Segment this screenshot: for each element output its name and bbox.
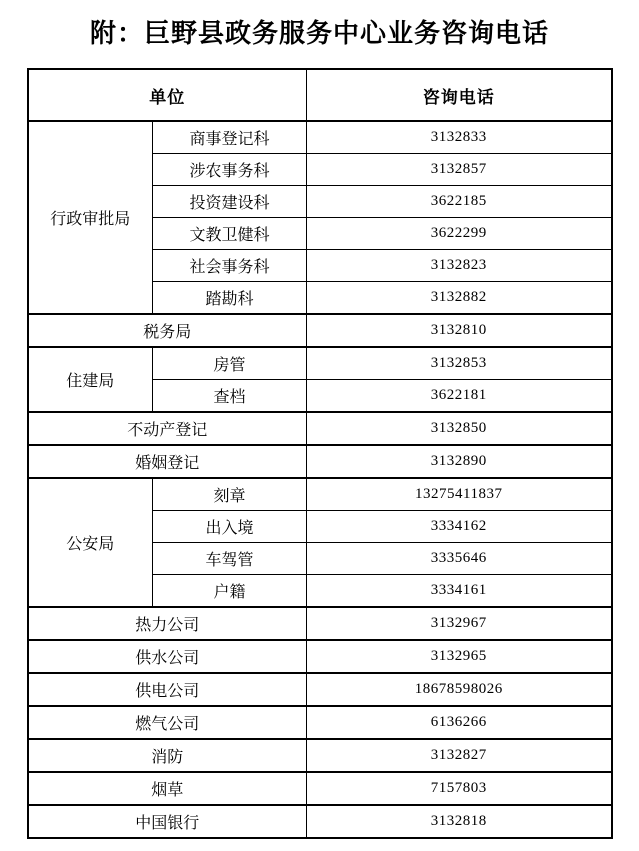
table-row xyxy=(28,347,612,380)
unit-cell: 不动产登记 xyxy=(28,412,307,445)
unit-cell: 税务局 xyxy=(28,314,307,347)
table-row xyxy=(28,640,612,673)
table-row xyxy=(28,445,612,478)
table-row xyxy=(28,673,612,706)
department-cell: 出入境 xyxy=(153,511,307,543)
table-header-row xyxy=(28,69,612,121)
unit-cell: 公安局 xyxy=(28,478,153,607)
phone-cell: 3622185 xyxy=(307,186,612,218)
unit-cell: 住建局 xyxy=(28,347,153,412)
phone-cell: 3132818 xyxy=(307,805,612,838)
department-cell: 房管 xyxy=(153,347,307,380)
unit-cell: 热力公司 xyxy=(28,607,307,640)
department-cell: 刻章 xyxy=(153,478,307,511)
department-cell: 商事登记科 xyxy=(153,121,307,154)
department-cell: 社会事务科 xyxy=(153,250,307,282)
phone-cell: 3132890 xyxy=(307,445,612,478)
phone-cell: 3132810 xyxy=(307,314,612,347)
phone-cell: 6136266 xyxy=(307,706,612,739)
table-row xyxy=(28,314,612,347)
phone-cell: 3132850 xyxy=(307,412,612,445)
phone-cell: 3334161 xyxy=(307,575,612,608)
department-cell: 涉农事务科 xyxy=(153,154,307,186)
phone-cell: 3132965 xyxy=(307,640,612,673)
column-header-phone: 咨询电话 xyxy=(307,69,612,121)
department-cell: 踏勘科 xyxy=(153,282,307,315)
phone-cell: 18678598026 xyxy=(307,673,612,706)
table-row xyxy=(28,478,612,511)
phone-cell: 3132857 xyxy=(307,154,612,186)
phone-cell: 13275411837 xyxy=(307,478,612,511)
unit-cell: 烟草 xyxy=(28,772,307,805)
unit-cell: 行政审批局 xyxy=(28,121,153,314)
table-row xyxy=(28,121,612,154)
department-cell: 车驾管 xyxy=(153,543,307,575)
phone-cell: 3334162 xyxy=(307,511,612,543)
phone-cell: 3132853 xyxy=(307,347,612,380)
phone-cell: 3132882 xyxy=(307,282,612,315)
phone-directory-table xyxy=(27,68,613,839)
unit-cell: 中国银行 xyxy=(28,805,307,838)
unit-cell: 供水公司 xyxy=(28,640,307,673)
unit-cell: 供电公司 xyxy=(28,673,307,706)
column-header-unit: 单位 xyxy=(28,69,307,121)
phone-cell: 3335646 xyxy=(307,543,612,575)
table-row xyxy=(28,772,612,805)
department-cell: 文教卫健科 xyxy=(153,218,307,250)
table-row xyxy=(28,805,612,838)
department-cell: 户籍 xyxy=(153,575,307,608)
phone-cell: 3132833 xyxy=(307,121,612,154)
unit-cell: 消防 xyxy=(28,739,307,772)
phone-cell: 3132827 xyxy=(307,739,612,772)
page-title: 附：巨野县政务服务中心业务咨询电话 xyxy=(89,19,549,48)
phone-cell: 3132823 xyxy=(307,250,612,282)
department-cell: 查档 xyxy=(153,380,307,413)
table-row xyxy=(28,412,612,445)
table-body xyxy=(28,121,612,838)
department-cell: 投资建设科 xyxy=(153,186,307,218)
table-row xyxy=(28,706,612,739)
table-row xyxy=(28,739,612,772)
phone-cell: 3132967 xyxy=(307,607,612,640)
unit-cell: 燃气公司 xyxy=(28,706,307,739)
phone-cell: 3622299 xyxy=(307,218,612,250)
phone-cell: 7157803 xyxy=(307,772,612,805)
table-row xyxy=(28,607,612,640)
unit-cell: 婚姻登记 xyxy=(28,445,307,478)
phone-cell: 3622181 xyxy=(307,380,612,413)
